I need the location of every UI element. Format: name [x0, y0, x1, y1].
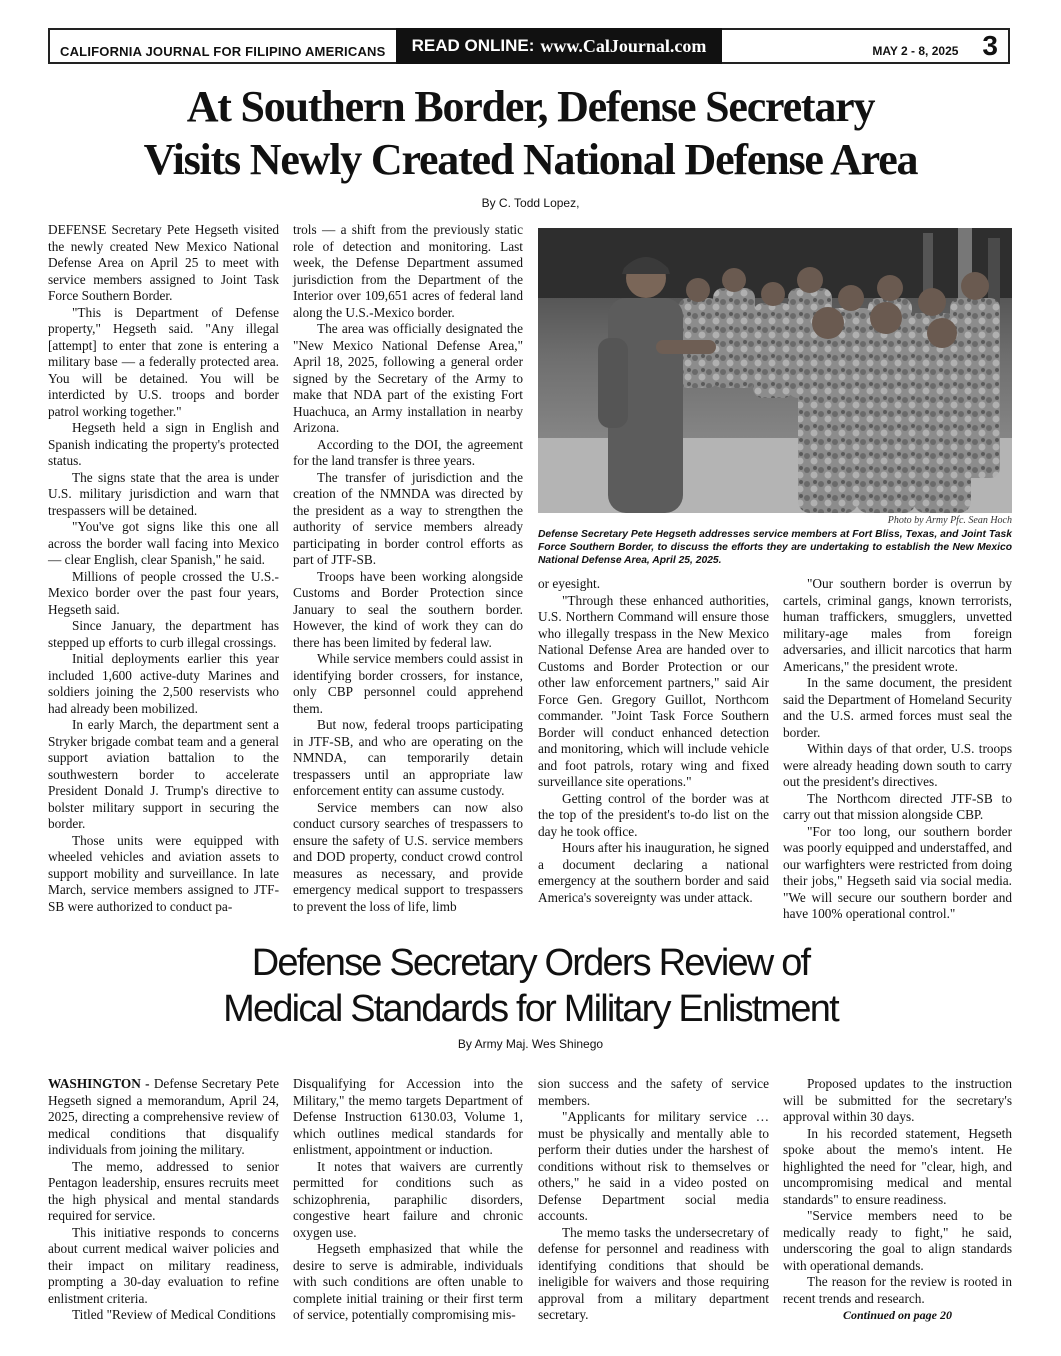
- paragraph: "Service members need to be medically ready to fight," he said, underscoring the goal to align standards with operational demands.: [783, 1208, 1012, 1273]
- masthead: [48, 28, 1010, 64]
- page-number: 3: [982, 30, 998, 61]
- masthead-right: [872, 30, 1008, 62]
- paragraph: The Northcom directed JTF-SB to carry out that mission alongside CBP.: [783, 790, 1012, 822]
- photo-caption: Defense Secretary Pete Hegseth addresses service members at Fort Bliss, Texas, and Joint Task Force Southern Border, to discuss the efforts they are undertaking to establish the New Mexico National Defense Area, April 25, 2025.: [538, 529, 1012, 566]
- paragraph: The area was officially designated the "New Mexico National Defense Area," April 18, 2025, following a general order signed by the Secretary of the Army to make that NDA part of the existing Fort Huachuca, an Army installation in nearby Arizona.: [293, 321, 523, 435]
- paragraph: Hegseth emphasized that while the desire to serve is admirable, individuals with such conditions are often unable to complete initial training or their first term of service, potentially compromising mis-: [293, 1241, 523, 1322]
- publication-name: CALIFORNIA JOURNAL FOR FILIPINO AMERICANS: [60, 43, 386, 59]
- paragraph: Millions of people crossed the U.S.-Mexico border over the past four years, Hegseth said.: [48, 568, 279, 617]
- paragraph: Within days of that order, U.S. troops were already heading down south to carry out the president's directives.: [783, 741, 1012, 789]
- article2-headline-line2: Medical Standards for Military Enlistment: [223, 988, 838, 1030]
- paragraph: The signs state that the area is under U.S. military jurisdiction and warn that trespassers will be detained.: [48, 469, 279, 518]
- paragraph: In the same document, the president said the Department of Homeland Security and the U.S. armed forces must seal the border.: [783, 675, 1012, 740]
- article2-headline-line1: Defense Secretary Orders Review of: [251, 942, 810, 984]
- read-online-url[interactable]: www.CalJournal.com: [540, 35, 707, 56]
- paragraph: Hours after his inauguration, he signed a document declaring a national emergency at the southern border and said America's sovereignty was under attack.: [538, 840, 769, 905]
- paragraph: Service members can now also conduct cursory searches of trespassers to ensure the safety of U.S. service members and DOD property, conduct crowd control measures as necessary, and provide emergency medical support to trespassers to prevent the loss of life, limb: [293, 799, 523, 914]
- photo-credit: Photo by Army Pfc. Sean Hoch: [887, 515, 1012, 526]
- read-online-label: READ ONLINE:: [411, 36, 535, 55]
- paragraph: Disqualifying for Accession into the Military," the memo targets Department of Defense Instruction 6130.03, Volume 1, which outlines medical standards for enlistment, appointment or induction.: [293, 1076, 523, 1157]
- paragraph: In his recorded statement, Hegseth spoke about the memo's intent. He highlighted the need for "clear, high, and uncompromising medical and mental standards" to ensure readiness.: [783, 1125, 1012, 1207]
- photo-illustration: [538, 228, 1012, 513]
- paragraph: This initiative responds to concerns about current medical waiver policies and their impact on military readiness, prompting a 30-day evaluation to refine enlistment criteria.: [48, 1224, 279, 1306]
- paragraph: "You've got signs like this one all across the border wall facing into Mexico — clear English, clear Spanish," he said.: [48, 519, 279, 567]
- paragraph: [48, 1076, 279, 1159]
- paragraph: trols — a shift from the previously static role of detection and monitoring. Last week, the Defense Department assumed jurisdiction from the Department of the Interior over 109,651 acres of federal land along the U.S.-Mexico border.: [293, 222, 523, 320]
- dateline: WASHINGTON -: [48, 1076, 150, 1091]
- paragraph: "Our southern border is overrun by cartels, criminal gangs, known terrorists, human traffickers, smugglers, unvetted military-age males from foreign adversaries, and illicit narcotics that harm Americans," the president wrote.: [783, 576, 1012, 674]
- paragraph: According to the DOI, the agreement for the land transfer is three years.: [293, 436, 523, 468]
- article1-byline: By C. Todd Lopez,: [481, 196, 580, 210]
- article2-byline: By Army Maj. Wes Shinego: [457, 1037, 604, 1051]
- article2-headline: [0, 940, 1061, 1032]
- paragraph: or eyesight.: [538, 576, 601, 591]
- article1-headline-line1: At Southern Border, Defense Secretary: [186, 82, 875, 131]
- paragraph: While service members could assist in identifying border crossers, for instance, only CBP personnel could apprehend them.: [293, 651, 523, 716]
- paragraph: Those units were equipped with wheeled vehicles and aviation assets to support mobility and surveillance. In late March, service members assigned to JTF-SB were authorized to conduct pa-: [48, 832, 279, 914]
- article2-column-3: [538, 1076, 769, 1324]
- paragraph: "This is Department of Defense property," Hegseth said. "Any illegal [attempt] to enter that zone is entering a military base — a federally protected area. You will be detained. You will be interdicted by U.S. troops and border patrol working together.": [48, 304, 279, 419]
- paragraph: Proposed updates to the instruction will be submitted for the secretary's approval within 30 days.: [783, 1076, 1012, 1124]
- article1-headline: [0, 80, 1061, 186]
- paragraph: Titled "Review of Medical Conditions: [72, 1307, 276, 1322]
- paragraph: The memo tasks the undersecretary of defense for personnel and readiness with identifying conditions that should be ineligible for waivers and those requiring approval from a military department secretary.: [538, 1224, 769, 1322]
- article1-column-4: [783, 576, 1012, 923]
- article1-column-3: [538, 576, 769, 906]
- paragraph: "Applicants for military service … must be physically and mentally able to perform their duties under the harshest of conditions without risk to themselves or others," he said in a video posted on Defense Department social media accounts.: [538, 1109, 769, 1223]
- paragraph: The transfer of jurisdiction and the creation of the NMNDA was directed by the president as a way to strengthen the authority of service members already participating in border control efforts as part of JTF-SB.: [293, 469, 523, 567]
- paragraph: In early March, the department sent a Stryker brigade combat team and a general support aviation battalion to the southwestern border to accelerate President Donald J. Trump's directive to bolster military support in securing the border.: [48, 717, 279, 831]
- article2-column-2: [293, 1076, 523, 1324]
- paragraph: sion success and the safety of service members.: [538, 1076, 769, 1108]
- paragraph-text: Defense Secretary Pete Hegseth signed a memorandum, April 24, 2025, directing a comprehensive review of medical conditions that disqualify individuals from joining the military.: [48, 1076, 279, 1157]
- continued-notice[interactable]: Continued on page 20: [842, 1308, 953, 1322]
- article1-column-1: [48, 222, 279, 915]
- article1-column-2: [293, 222, 523, 915]
- article1-photo: [538, 228, 1012, 513]
- paragraph: "Through these enhanced authorities, U.S. Northern Command will ensure those who illegally trespass in the New Mexico National Defense Area are handed over to Customs and Border Protection or our other law enforcement partners," said Air Force Gen. Gregory Guillot, Northcom commander. "Joint Task Force Southern Border will conduct enhanced detection and monitoring, which will include vehicle and foot patrols, rotary wing and fixed surveillance site operations.": [538, 592, 769, 789]
- paragraph: Initial deployments earlier this year included 1,600 active-duty Marines and soldiers joining the 2,500 reservists who had already been mobilized.: [48, 651, 279, 716]
- issue-date: MAY 2 - 8, 2025: [872, 44, 959, 58]
- paragraph: Getting control of the border was at the top of the president's to-do list on the day he took office.: [538, 790, 769, 839]
- paragraph: Since January, the department has stepped up efforts to curb illegal crossings.: [48, 618, 279, 650]
- paragraph: But now, federal troops participating in JTF-SB, and who are operating on the NMNDA, can temporarily detain trespassers until an appropriate law enforcement entity can assume custody.: [293, 717, 523, 798]
- paragraph: The reason for the review is rooted in recent trends and research.: [783, 1274, 1012, 1306]
- paragraph: DEFENSE Secretary Pete Hegseth visited the newly created New Mexico National Defense Area on April 25 to meet with service members assigned to Joint Task Force Southern Border.: [48, 222, 279, 303]
- paragraph: "For too long, our southern border was poorly equipped and understaffed, and our warfighters were restricted from doing their jobs," Hegseth said via social media. "We will secure our southern border and have 100% operational control.": [783, 823, 1012, 921]
- paragraph: Troops have been working alongside Customs and Border Protection since January to seal the southern border. However, the kind of work they can do there has been limited by federal law.: [293, 568, 523, 650]
- paragraph: It notes that waivers are currently permitted for conditions such as schizophrenia, paraphilic disorders, congestive heart failure and chronic oxygen use.: [293, 1158, 523, 1240]
- article2-column-4: [783, 1076, 1012, 1324]
- paragraph: Hegseth held a sign in English and Spanish indicating the property's protected status.: [48, 420, 279, 468]
- article1-headline-line2: Visits Newly Created National Defense Area: [143, 135, 918, 184]
- paragraph: The memo, addressed to senior Pentagon leadership, ensures recruits meet the high physical and mental standards required for service.: [48, 1158, 279, 1223]
- article2-column-1: [48, 1076, 279, 1324]
- read-online-banner: [396, 28, 722, 64]
